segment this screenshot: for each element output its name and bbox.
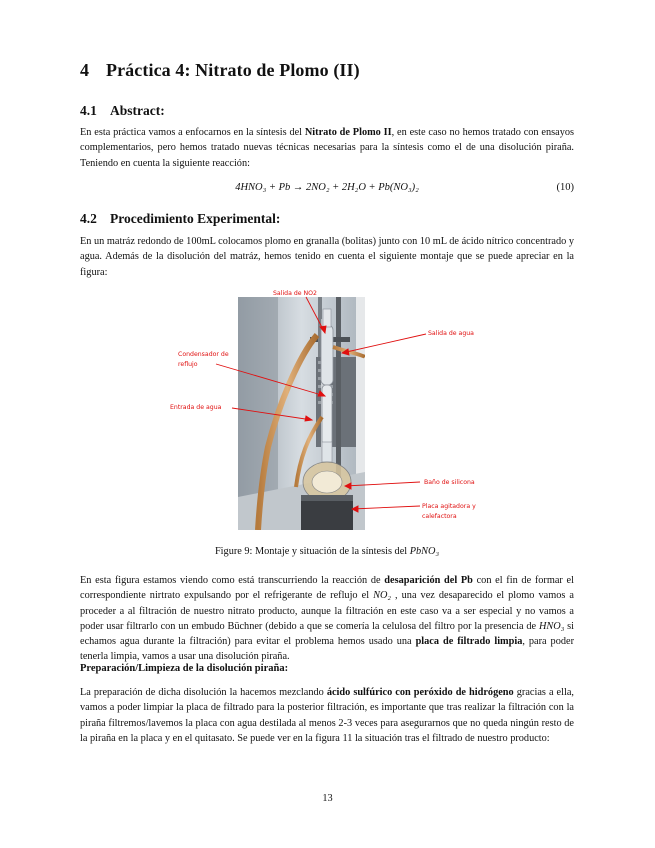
preparation-heading: Preparación/Limpieza de la disolución piraña: bbox=[80, 663, 289, 674]
abstract-title: Abstract: bbox=[110, 103, 165, 118]
equation-expression: 4HNO₃ + Pb → 2NO₂ + 2H₂O + Pb(NO₃)₂ bbox=[235, 182, 419, 193]
discussion-text-5: , para poder tenerla limpia, vamos a usar una disolución piraña. bbox=[80, 636, 575, 663]
section-title: Práctica 4: Nitrato de Plomo (II) bbox=[106, 60, 360, 80]
discussion-text-4: si echamos agua durante la filtración) para evitar el problema hemos usado una bbox=[80, 620, 574, 648]
abstract-paragraph bbox=[80, 125, 574, 171]
discussion-paragraph bbox=[80, 573, 574, 665]
label-placa-line1: Placa agitadora y bbox=[422, 503, 476, 510]
discussion-formula-2: HNO₃ bbox=[538, 620, 565, 632]
discussion-text-1: En esta figura estamos viendo como está transcurriendo la reacción de bbox=[80, 575, 385, 586]
figure-caption bbox=[80, 546, 574, 557]
procedure-title: Procedimiento Experimental: bbox=[110, 211, 281, 226]
label-entrada-agua: Entrada de agua bbox=[170, 404, 222, 411]
procedure-paragraph: En un matráz redondo de 100mL colocamos plomo en granalla (bolitas) junto con 10 mL de ácido nítrico concentrado y agua. Además de la disolución del matráz, hemos tenido en cuenta el siguiente montaje que se puede apreciar en la figura: bbox=[80, 236, 574, 278]
section-heading bbox=[80, 60, 360, 81]
label-salida-agua: Salida de agua bbox=[428, 330, 474, 337]
preparation-text-1: La preparación de dicha disolución la hacemos mezclando bbox=[80, 687, 327, 698]
section-number: 4 bbox=[80, 60, 90, 80]
discussion-bold-1: desaparición del Pb bbox=[384, 575, 473, 586]
label-condensador-line2: reflujo bbox=[178, 361, 198, 368]
preparation-bold-1: ácido sulfúrico con peróxido de hidrógeno bbox=[326, 687, 514, 698]
discussion-text-3: , una vez desaparecido el plomo vamos a proceder a al filtración de nuestro nitrato producto, aunque la filtración en este caso va a ser especial y no vamos a poder usar filtrarlo con un embudo Büchner (debido a que se comería la celulosa del filtro por la presencia de bbox=[80, 590, 574, 632]
abstract-heading bbox=[80, 103, 165, 119]
abstract-number: 4.1 bbox=[80, 103, 97, 118]
preparation-paragraph bbox=[80, 685, 574, 746]
preparation-text-2: gracias a ella, vamos a poder limpiar la placa de filtrado para la posterior filtración, es importante que tras realizar la filtración con la piraña filtremos/lavemos la placa con agua destilada al menos 2-3 veces para asegurarnos que no queda ningún resto de la piraña en la placa y en el quitasato. Se puede ver en la figura 11 la situación tras el filtrado de nuestro producto: bbox=[80, 687, 574, 744]
reflux-setup-illustration bbox=[238, 297, 365, 530]
discussion-text-2: con el fin de formar el correspondiente nirtrato expulsando por el refrigerante de reflujo el bbox=[80, 575, 574, 602]
label-placa-line2: calefactora bbox=[422, 513, 457, 520]
label-salida-no2: Salida de NO2 bbox=[273, 290, 317, 297]
equation bbox=[80, 180, 574, 198]
abstract-text-1: En esta práctica vamos a enfocarnos en la síntesis del bbox=[80, 127, 305, 138]
abstract-bold-1: Nitrato de Plomo II bbox=[304, 127, 392, 138]
equation-number: (10) bbox=[556, 182, 574, 193]
discussion-formula-1: NO₂ bbox=[373, 590, 391, 602]
caption-formula: PbNO₃ bbox=[409, 546, 440, 557]
reflux-setup-photo bbox=[238, 297, 365, 530]
label-condensador-line1: Condensador de bbox=[178, 351, 229, 358]
discussion-bold-2: placa de filtrado limpia bbox=[415, 636, 523, 648]
procedure-number: 4.2 bbox=[80, 211, 97, 226]
page-number: 13 bbox=[322, 793, 333, 804]
label-bano-silicona: Baño de silicona bbox=[424, 479, 475, 486]
procedure-heading bbox=[80, 211, 280, 227]
caption-text: Figure 9: Montaje y situación de la síntesis del bbox=[214, 546, 410, 557]
abstract-text-2: , en este caso no hemos tratado con ensayos complementarios, pero hemos tratado nuevas técnicas necesarias para la síntesis como el de una disolución piraña. Teniendo en cuenta la siguiente reacción: bbox=[80, 127, 574, 169]
